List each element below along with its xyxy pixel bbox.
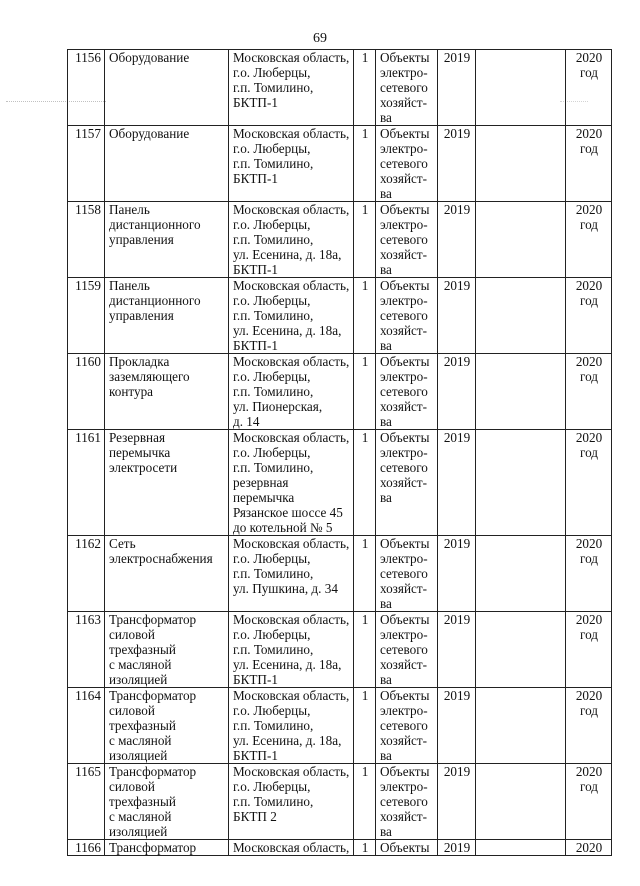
acquisition-year: 2019: [438, 764, 476, 840]
object-type: Объекты: [376, 840, 438, 856]
object-address: Московская область, г.о. Люберцы, г.п. Томилино, БКТП-1: [229, 126, 354, 202]
object-type: Объекты электро- сетевого хозяйст- ва: [376, 354, 438, 430]
object-quantity: 1: [354, 202, 376, 278]
empty-cell: [476, 278, 566, 354]
row-number: 1164: [68, 688, 105, 764]
object-quantity: 1: [354, 764, 376, 840]
due-year: 2020 год: [566, 50, 612, 126]
due-year: 2020 год: [566, 278, 612, 354]
acquisition-year: 2019: [438, 840, 476, 856]
object-address: Московская область, г.о. Люберцы, г.п. Томилино, ул. Есенина, д. 18а, БКТП-1: [229, 202, 354, 278]
due-year: 2020 год: [566, 764, 612, 840]
table-row: [68, 50, 612, 126]
object-address: Московская область, г.о. Люберцы, г.п. Томилино, ул. Есенина, д. 18а, БКТП-1: [229, 612, 354, 688]
object-quantity: 1: [354, 126, 376, 202]
empty-cell: [476, 202, 566, 278]
table-row: [68, 536, 612, 612]
table-row: [68, 840, 612, 856]
acquisition-year: 2019: [438, 612, 476, 688]
row-number: 1166: [68, 840, 105, 856]
object-address: Московская область, г.о. Люберцы, г.п. Томилино, ул. Есенина, д. 18а, БКТП-1: [229, 688, 354, 764]
object-quantity: 1: [354, 278, 376, 354]
object-address: Московская область, г.о. Люберцы, г.п. Томилино, БКТП-1: [229, 50, 354, 126]
object-name: Резервная перемычка электросети: [105, 430, 229, 536]
due-year: 2020 год: [566, 202, 612, 278]
object-name: Оборудование: [105, 50, 229, 126]
object-address: Московская область, г.о. Люберцы, г.п. Томилино, резервная перемычка Рязанское шоссе 45 до котельной № 5: [229, 430, 354, 536]
object-type: Объекты электро- сетевого хозяйст- ва: [376, 536, 438, 612]
page-number: 69: [313, 31, 327, 46]
row-number: 1156: [68, 50, 105, 126]
acquisition-year: 2019: [438, 278, 476, 354]
object-type: Объекты электро- сетевого хозяйст- ва: [376, 50, 438, 126]
table-row: [68, 764, 612, 840]
due-year: 2020 год: [566, 688, 612, 764]
object-address: Московская область, г.о. Люберцы, г.п. Томилино, БКТП 2: [229, 764, 354, 840]
object-type: Объекты электро- сетевого хозяйст- ва: [376, 688, 438, 764]
acquisition-year: 2019: [438, 354, 476, 430]
object-name: Сеть электроснабжения: [105, 536, 229, 612]
table-row: [68, 202, 612, 278]
object-name: Трансформатор: [105, 840, 229, 856]
acquisition-year: 2019: [438, 536, 476, 612]
row-number: 1157: [68, 126, 105, 202]
object-address: Московская область, г.о. Люберцы, г.п. Томилино, ул. Пионерская, д. 14: [229, 354, 354, 430]
object-address: Московская область, г.о. Люберцы, г.п. Томилино, ул. Пушкина, д. 34: [229, 536, 354, 612]
due-year: 2020 год: [566, 536, 612, 612]
row-number: 1159: [68, 278, 105, 354]
due-year: 2020: [566, 840, 612, 856]
table-row: [68, 126, 612, 202]
empty-cell: [476, 612, 566, 688]
object-name: Оборудование: [105, 126, 229, 202]
due-year: 2020 год: [566, 612, 612, 688]
table-row: [68, 612, 612, 688]
due-year: 2020 год: [566, 354, 612, 430]
object-name: Трансформатор силовой трехфазный с масляной изоляцией: [105, 764, 229, 840]
object-name: Трансформатор силовой трехфазный с масляной изоляцией: [105, 612, 229, 688]
empty-cell: [476, 50, 566, 126]
row-number: 1160: [68, 354, 105, 430]
object-type: Объекты электро- сетевого хозяйст- ва: [376, 612, 438, 688]
registry-body: [68, 50, 612, 856]
object-type: Объекты электро- сетевого хозяйст- ва: [376, 430, 438, 536]
row-number: 1165: [68, 764, 105, 840]
due-year: 2020 год: [566, 126, 612, 202]
empty-cell: [476, 430, 566, 536]
due-year: 2020 год: [566, 430, 612, 536]
row-number: 1161: [68, 430, 105, 536]
object-name: Прокладка заземляющего контура: [105, 354, 229, 430]
acquisition-year: 2019: [438, 126, 476, 202]
object-type: Объекты электро- сетевого хозяйст- ва: [376, 278, 438, 354]
acquisition-year: 2019: [438, 430, 476, 536]
object-quantity: 1: [354, 612, 376, 688]
object-quantity: 1: [354, 430, 376, 536]
object-quantity: 1: [354, 50, 376, 126]
object-quantity: 1: [354, 840, 376, 856]
empty-cell: [476, 840, 566, 856]
object-quantity: 1: [354, 354, 376, 430]
object-name: Панель дистанционного управления: [105, 202, 229, 278]
row-number: 1158: [68, 202, 105, 278]
object-address: Московская область, г.о. Люберцы, г.п. Томилино, ул. Есенина, д. 18а, БКТП-1: [229, 278, 354, 354]
empty-cell: [476, 688, 566, 764]
row-number: 1162: [68, 536, 105, 612]
acquisition-year: 2019: [438, 50, 476, 126]
registry-table: [67, 49, 612, 856]
object-name: Трансформатор силовой трехфазный с масляной изоляцией: [105, 688, 229, 764]
empty-cell: [476, 126, 566, 202]
empty-cell: [476, 764, 566, 840]
table-row: [68, 278, 612, 354]
object-quantity: 1: [354, 688, 376, 764]
object-type: Объекты электро- сетевого хозяйст- ва: [376, 126, 438, 202]
object-type: Объекты электро- сетевого хозяйст- ва: [376, 202, 438, 278]
object-address: Московская область,: [229, 840, 354, 856]
object-type: Объекты электро- сетевого хозяйст- ва: [376, 764, 438, 840]
table-row: [68, 354, 612, 430]
acquisition-year: 2019: [438, 202, 476, 278]
empty-cell: [476, 536, 566, 612]
table-row: [68, 688, 612, 764]
row-number: 1163: [68, 612, 105, 688]
table-row: [68, 430, 612, 536]
object-quantity: 1: [354, 536, 376, 612]
acquisition-year: 2019: [438, 688, 476, 764]
empty-cell: [476, 354, 566, 430]
object-name: Панель дистанционного управления: [105, 278, 229, 354]
